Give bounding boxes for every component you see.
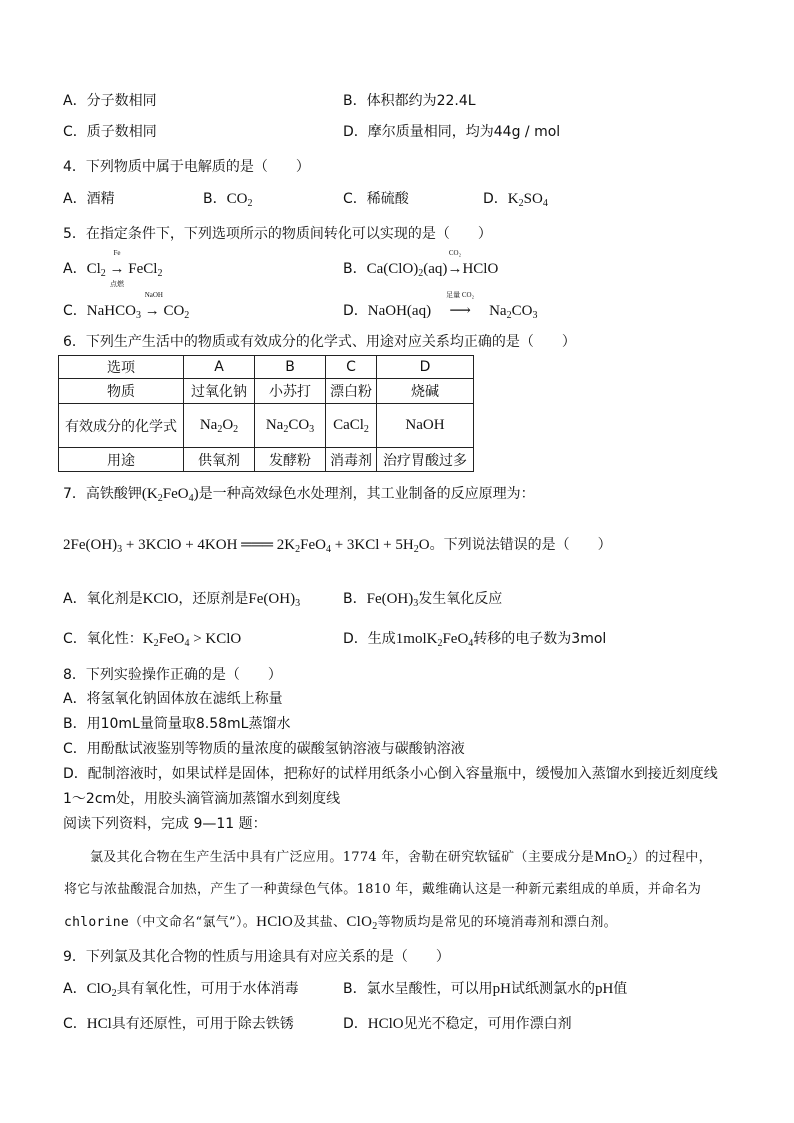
q4-stem: 4．下列物质中属于电解质的是（ ） xyxy=(63,159,310,175)
reaction-arrow: CO₂ → xyxy=(447,249,463,277)
reading-passage-line3: chlorine（中文命名“氯气”）。HClO及其盐、ClO$_2$等物质均是常见的环境消毒剂和漂白剂。 xyxy=(64,914,617,932)
reading-passage-line1: 氯及其化合物在生产生活中具有广泛应用。1774 年，舍勒在研究软锰矿（主要成分是MnO$_2$）的过程中， xyxy=(90,849,712,867)
table-cell: 用途 xyxy=(59,448,184,472)
table-cell-formula: $Na_2CO_3$ xyxy=(255,404,326,448)
q6-table xyxy=(58,355,474,472)
table-cell: 消毒剂 xyxy=(326,448,377,472)
q8-option-b: B．用10mL量筒量取8.58mL蒸馏水 xyxy=(63,716,291,732)
q9-option-c: C．HCl具有还原性，可用于除去铁锈 xyxy=(63,1016,294,1032)
q5-option-a: A．$Cl_2$ Fe → 点燃 FeCl$_2$ xyxy=(63,249,163,288)
q6-stem: 6．下列生产生活中的物质或有效成分的化学式、用途对应关系均正确的是（ ） xyxy=(63,334,576,350)
q3-option-b: B．体积都约为22.4L xyxy=(343,93,476,109)
q5-option-c: C．NaHCO$_3$ NaOH → $CO_2$ xyxy=(63,291,190,321)
reaction-arrow: 足量 CO₂ ⟶ xyxy=(446,291,475,319)
q3-option-c: C．质子数相同 xyxy=(63,124,157,140)
q5-option-d: D．NaOH(aq) 足量 CO₂ ⟶ $Na_2CO_3$ xyxy=(343,291,538,321)
table-cell: 物质 xyxy=(59,379,184,404)
q4-option-d: D．$K_2SO_4$ xyxy=(483,191,548,209)
q8-option-d-line1: D．配制溶液时，如果试样是固体，把称好的试样用纸条小心倒入容量瓶中，缓慢加入蒸馏水到接近刻度线 xyxy=(63,766,718,782)
table-cell: 小苏打 xyxy=(255,379,326,404)
reading-intro: 阅读下列资料，完成 9—11 题： xyxy=(63,816,267,832)
q7-option-d: D．生成1molK$_2$FeO$_4$转移的电子数为3mol xyxy=(343,631,607,649)
q5-stem: 5．在指定条件下，下列选项所示的物质间转化可以实现的是（ ） xyxy=(63,226,492,242)
q4-option-a: A．酒精 xyxy=(63,191,115,207)
q7-option-b: B．$Fe(OH)_3$发生氧化反应 xyxy=(343,591,503,609)
table-cell: 过氧化钠 xyxy=(184,379,255,404)
table-cell: 供氧剂 xyxy=(184,448,255,472)
q9-option-a: A．ClO$_2$具有氧化性，可用于水体消毒 xyxy=(63,981,299,999)
q3-option-a: A．分子数相同 xyxy=(63,93,157,109)
table-cell-formula: $Na_2O_2$ xyxy=(184,404,255,448)
table-cell: 烧碱 xyxy=(377,379,474,404)
q7-option-a: A．氧化剂是KClO，还原剂是$Fe(OH)_3$ xyxy=(63,591,301,609)
q8-option-a: A．将氢氧化钠固体放在滤纸上称量 xyxy=(63,691,283,707)
table-header-cell: D xyxy=(377,356,474,379)
table-header-cell: C xyxy=(326,356,377,379)
reading-passage-line2: 将它与浓盐酸混合加热，产生了一种黄绿色气体。1810 年，戴维确认这是一种新元素组成的单质，并命名为 xyxy=(64,882,702,897)
table-cell: 漂白粉 xyxy=(326,379,377,404)
q7-option-c: C．氧化性：$K_2FeO_4$ > KClO xyxy=(63,631,242,649)
q4-option-c: C．稀硫酸 xyxy=(343,191,409,207)
table-header-cell: B xyxy=(255,356,326,379)
table-header-cell: A xyxy=(184,356,255,379)
q7-stem: 7．高铁酸钾$(K_2FeO_4)$是一种高效绿色水处理剂，其工业制备的反应原理为： xyxy=(63,486,535,504)
table-cell: 有效成分的化学式 xyxy=(59,404,184,448)
table-cell-formula: CaCl$_2$ xyxy=(326,404,377,448)
q3-option-d: D．摩尔质量相同，均为44g / mol xyxy=(343,124,561,140)
q9-option-d: D．HClO见光不稳定，可用作漂白剂 xyxy=(343,1016,572,1032)
table-cell: 治疗胃酸过多 xyxy=(377,448,474,472)
q8-option-d-line2: 1～2cm处，用胶头滴管滴加蒸馏水到刻度线 xyxy=(63,791,341,807)
q9-stem: 9．下列氯及其化合物的性质与用途具有对应关系的是（ ） xyxy=(63,949,450,965)
q9-option-b: B．氯水呈酸性，可以用pH试纸测氯水的pH值 xyxy=(343,981,628,997)
q5-option-b: B．$Ca(ClO)_2(aq)$ CO₂ →HClO xyxy=(343,249,499,279)
table-header-cell: 选项 xyxy=(59,356,184,379)
q8-option-c: C．用酚酞试液鉴别等物质的量浓度的碳酸氢钠溶液与碳酸钠溶液 xyxy=(63,741,465,757)
table-cell-formula: NaOH xyxy=(377,404,474,448)
q7-equation: $2Fe(OH)_3$ + 3KClO + 4KOH ═══ $2K_2FeO_4 + 3KCl + 5H_2O$。下列说法错误的是（ ） xyxy=(63,537,612,555)
q4-option-b: B．$CO_2$ xyxy=(203,191,253,209)
q8-stem: 8．下列实验操作正确的是（ ） xyxy=(63,667,282,683)
reaction-arrow: Fe → 点燃 xyxy=(109,249,125,288)
reaction-arrow: NaOH → xyxy=(144,291,163,319)
table-cell: 发酵粉 xyxy=(255,448,326,472)
